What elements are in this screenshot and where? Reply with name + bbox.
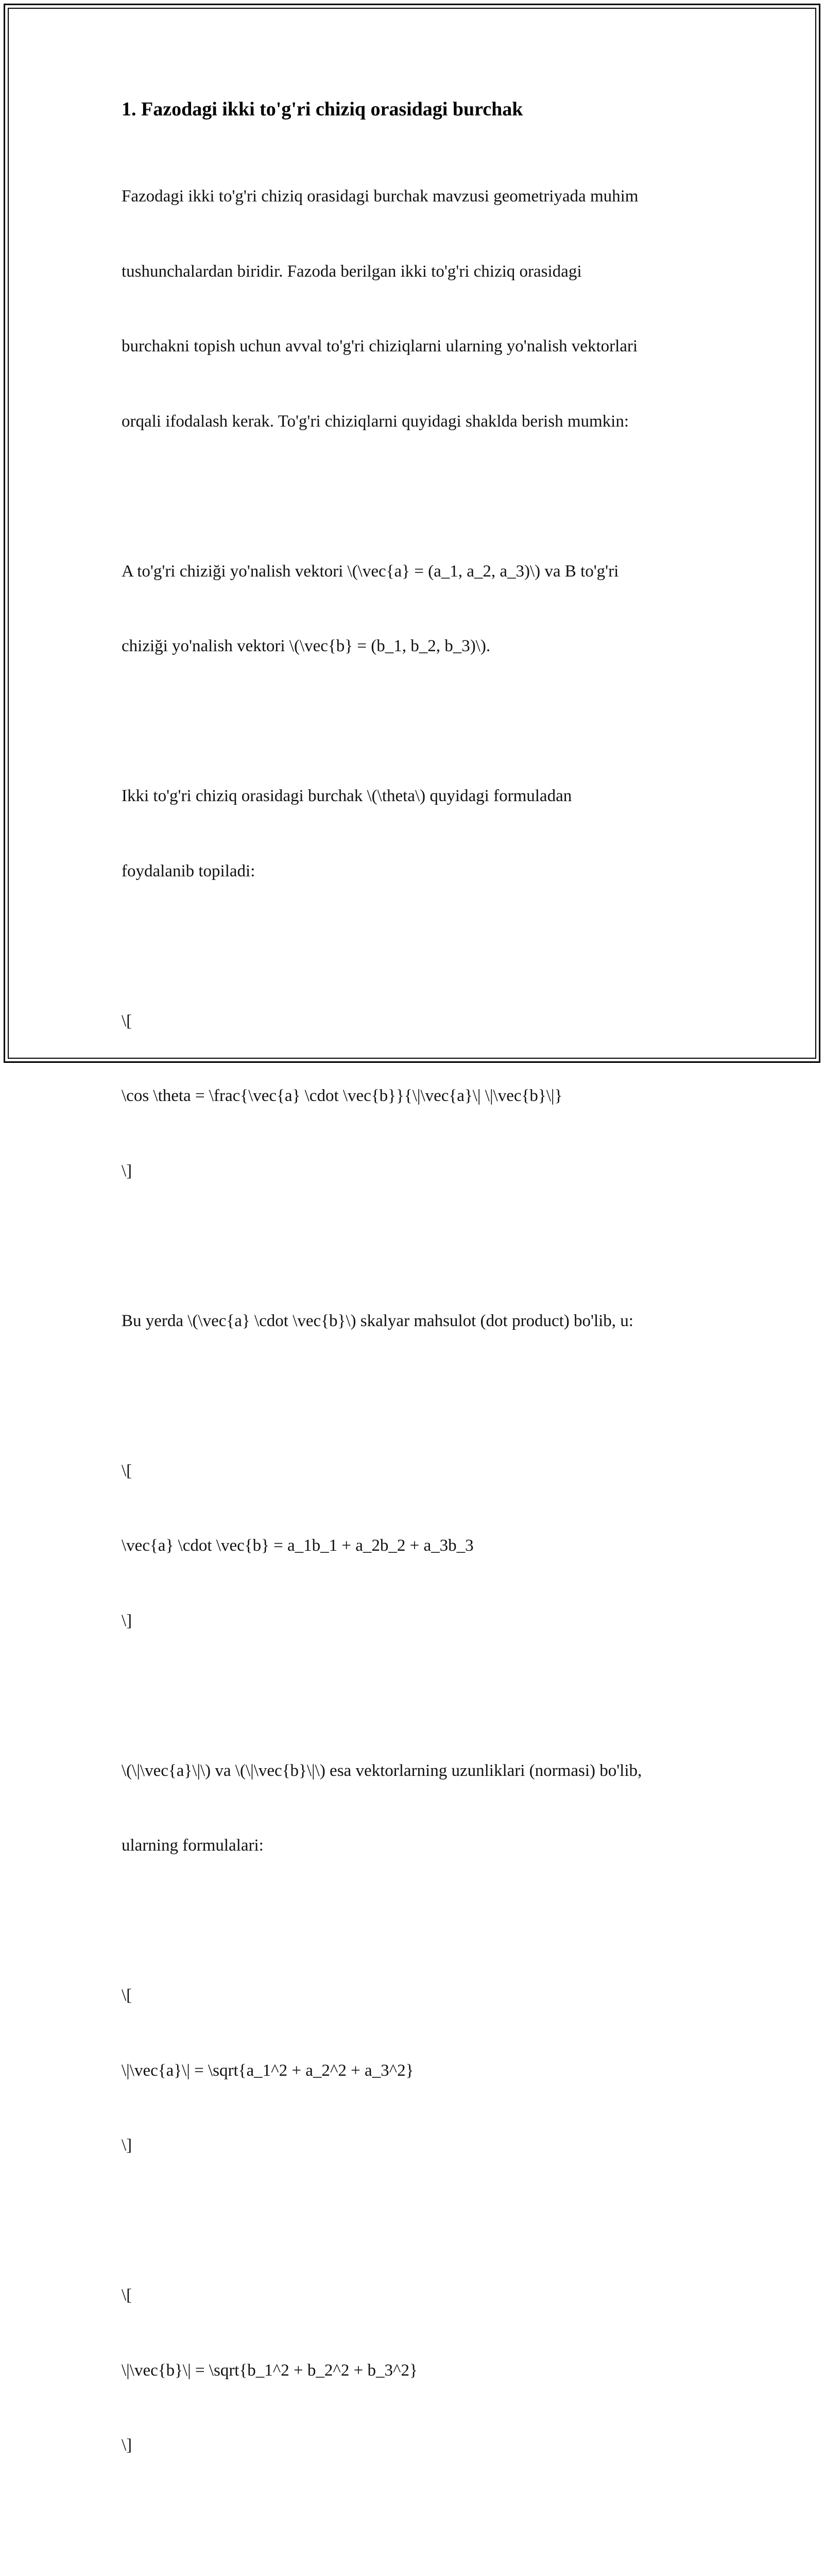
- formula-dot-product: [122, 1409, 709, 1684]
- formula-cos-theta: [122, 959, 709, 1234]
- document-body: [122, 97, 709, 2576]
- text-line: \(\|\vec{a}\|\) va \(\|\vec{b}\|\) esa vektorlarning uzunliklari (normasi) bo'lib,: [122, 1761, 642, 1780]
- text-line: Ikki to'g'ri chiziq orasidagi burchak \(\theta\) quyidagi formuladan: [122, 787, 572, 805]
- text-line: orqali ifodalash kerak. To'g'ri chiziqlarni quyidagi shaklda berish mumkin:: [122, 412, 629, 431]
- text-line: ularning formulalari:: [122, 1836, 264, 1855]
- text-line: foydalanib topiladi:: [122, 861, 255, 880]
- formula-line: \]: [122, 1161, 132, 1180]
- formula-line: \]: [122, 2436, 132, 2454]
- text-line: burchakni topish uchun avval to'g'ri chiziqlarni ularning yo'nalish vektorlari: [122, 337, 638, 355]
- formula-line: \vec{a} \cdot \vec{b} = a_1b_1 + a_2b_2 + a_3b_3: [122, 1536, 474, 1555]
- paragraph-direction-vectors: [122, 509, 709, 709]
- formula-line: \|\vec{a}\| = \sqrt{a_1^2 + a_2^2 + a_3^2}: [122, 2061, 414, 2080]
- formula-line: \[: [122, 1011, 132, 1030]
- formula-line: \cos \theta = \frac{\vec{a} \cdot \vec{b}}{\|\vec{a}\| \|\vec{b}\|}: [122, 1087, 563, 1105]
- formula-line: \[: [122, 1986, 132, 2005]
- formula-norm-a: [122, 1933, 709, 2208]
- section-heading: 1. Fazodagi ikki to'g'ri chiziq orasidagi burchak: [122, 98, 523, 120]
- paragraph-angle-intro: [122, 734, 709, 934]
- text-line: Fazodagi ikki to'g'ri chiziq orasidagi burchak mavzusi geometriyada muhim: [122, 187, 639, 206]
- formula-norm-b: [122, 2233, 709, 2508]
- text-line: A to'g'ri chiziği yo'nalish vektori \(\vec{a} = (a_1, a_2, a_3)\) va B to'g'ri: [122, 562, 619, 581]
- formula-line: \]: [122, 2136, 132, 2155]
- text-line: tushunchalardan biridir. Fazoda berilgan ikki to'g'ri chiziq orasidagi: [122, 262, 582, 281]
- formula-line: \]: [122, 1611, 132, 1630]
- formula-line: \|\vec{b}\| = \sqrt{b_1^2 + b_2^2 + b_3^2}: [122, 2361, 418, 2380]
- paragraph-conclusion: [122, 2533, 709, 2576]
- text-line: Bu yerda \(\vec{a} \cdot \vec{b}\) skalyar mahsulot (dot product) bo'lib, u:: [122, 1311, 633, 1330]
- text-line: chiziği yo'nalish vektori \(\vec{b} = (b_1, b_2, b_3)\).: [122, 637, 491, 655]
- formula-line: \[: [122, 2286, 132, 2304]
- formula-line: \[: [122, 1461, 132, 1480]
- paragraph-norms: [122, 1708, 709, 1908]
- paragraph-dot-product: [122, 1259, 709, 1384]
- paragraph-intro: [122, 134, 709, 484]
